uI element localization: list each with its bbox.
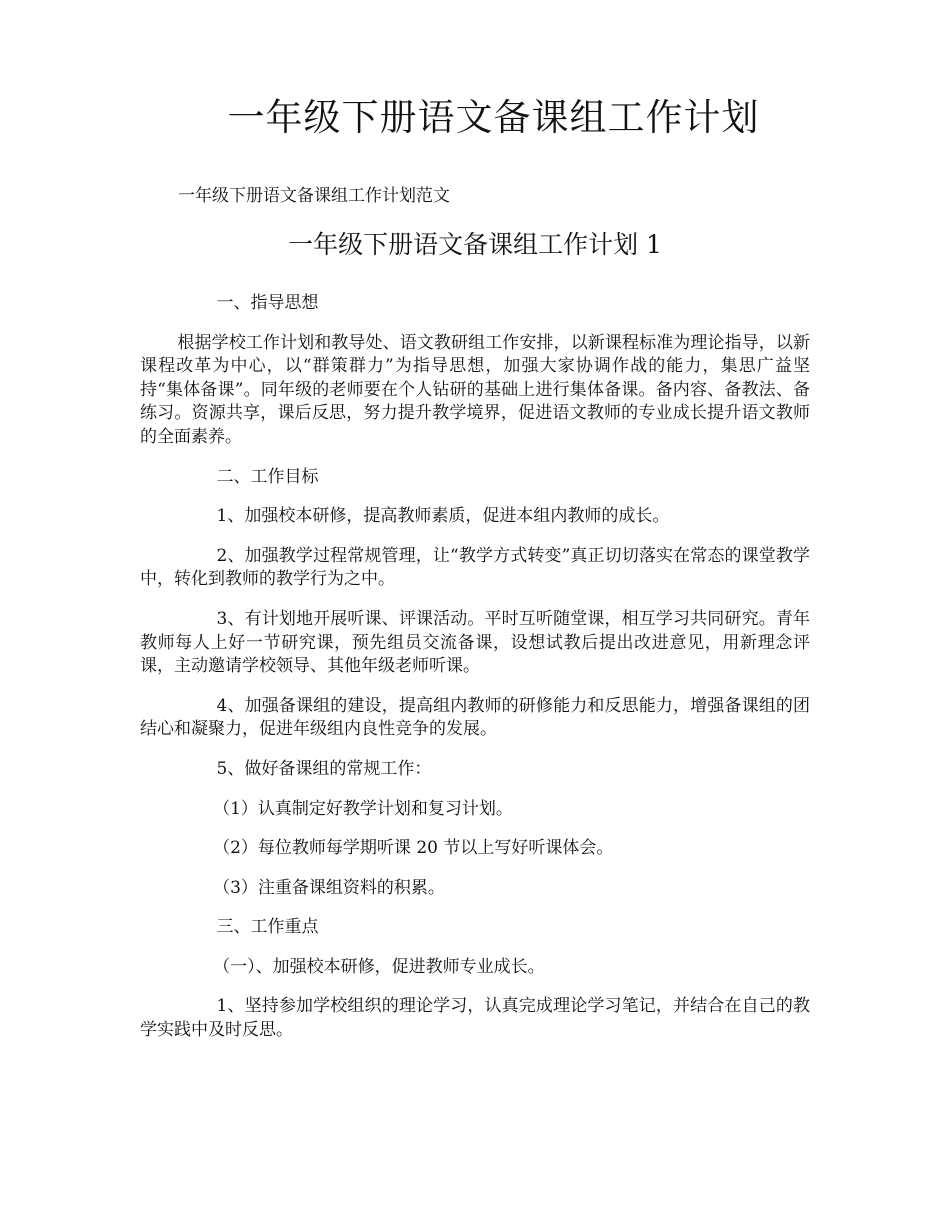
goal-subitem-3: （3）注重备课组资料的积累。 xyxy=(213,877,445,898)
goal-item-2: 2、加强教学过程常规管理，让“教学方式转变”真正切切落实在常态的课堂教学中，转化到教师的教学行为之中。 xyxy=(140,545,810,590)
goal-subitem-1: （1）认真制定好教学计划和复习计划。 xyxy=(213,798,513,819)
document-title: 一年级下册语文备课组工作计划 xyxy=(227,96,760,139)
focus-item-1: 1、坚持参加学校组织的理论学习，认真完成理论学习笔记，并结合在自己的教学实践中及时反思。 xyxy=(140,996,810,1041)
goal-item-4: 4、加强备课组的建设，提高组内教师的研修能力和反思能力，增强备课组的团结心和凝聚力，促进年级组内良性竞争的发展。 xyxy=(140,695,810,740)
paragraph-guiding-ideology: 根据学校工作计划和教导处、语文教研组工作安排，以新课程标准为理论指导，以新课程改革为中心，以“群策群力”为指导思想，加强大家协调作战的能力，集思广益坚持“集体备课”。同年级的老师要在个人钻研的基础上进行集体备课。备内容、备教法、备练习。资源共享，课后反思，努力提升教学境界，促进语文教师的专业成长提升语文教师的全面素养。 xyxy=(140,332,810,447)
goal-subitem-2: （2）每位教师每学期听课 20 节以上写好听课体会。 xyxy=(213,838,614,859)
goal-item-3: 3、有计划地开展听课、评课活动。平时互听随堂课，相互学习共同研究。青年教师每人上好一节研究课，预先组员交流备课，设想试教后提出改进意见，用新理念评课，主动邀请学校领导、其他年级老师听课。 xyxy=(140,608,810,677)
document-body xyxy=(140,292,810,1059)
goal-item-5: 5、做好备课组的常规工作： xyxy=(216,758,432,779)
heading-work-focus: 三、工作重点 xyxy=(216,917,319,938)
heading-guiding-ideology: 一、指导思想 xyxy=(216,293,319,313)
section-title: 一年级下册语文备课组工作计划 1 xyxy=(288,230,662,259)
goal-item-1: 1、加强校本研修，提高教师素质，促进本组内教师的成长。 xyxy=(216,506,670,527)
focus-subheading-1: （一）、加强校本研修，促进教师专业成长。 xyxy=(213,956,545,977)
document-subtitle: 一年级下册语文备课组工作计划范文 xyxy=(178,186,450,206)
heading-work-goals: 二、工作目标 xyxy=(216,466,319,487)
